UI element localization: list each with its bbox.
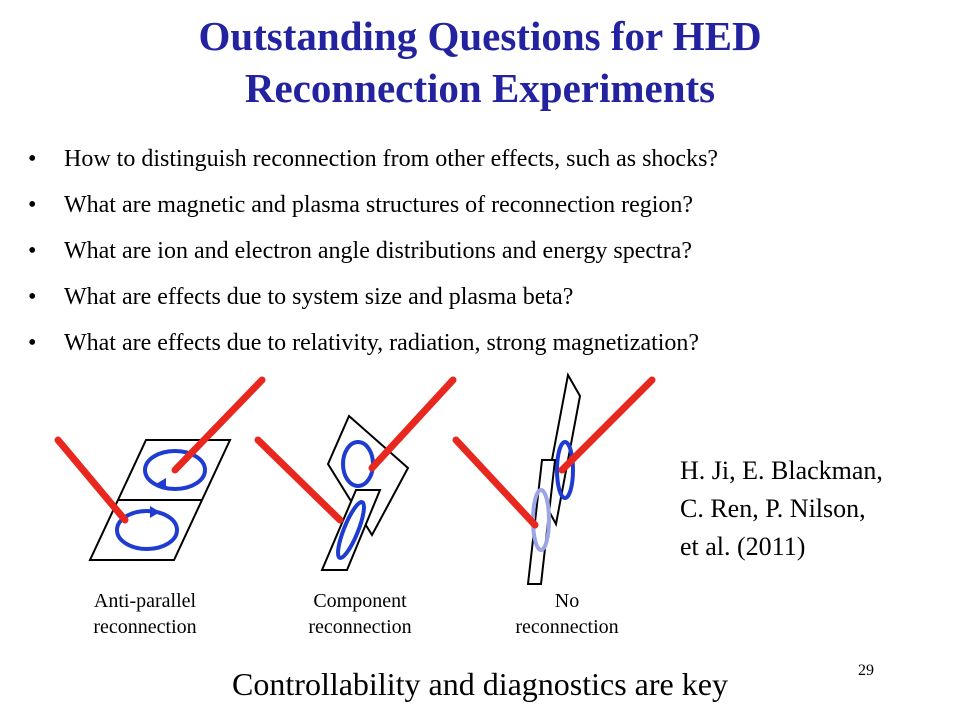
bullet-icon: • — [28, 284, 37, 310]
page-number: 29 — [858, 662, 874, 679]
question-item: • What are magnetic and plasma structures of reconnection region? — [28, 192, 694, 218]
anti-parallel-diagram — [58, 380, 262, 560]
reference-citation: H. Ji, E. Blackman, C. Ren, P. Nilson, et al. (2011) — [680, 456, 883, 561]
caption-anti-parallel: Anti-parallel reconnection — [93, 590, 197, 638]
bullet-icon: • — [28, 192, 37, 218]
question-list — [28, 145, 718, 375]
bullet-icon: • — [28, 146, 37, 172]
no-reconnection-diagram — [456, 375, 652, 584]
slide-title — [0, 10, 960, 114]
question-item: • What are effects due to relativity, radiation, strong magnetization? — [28, 330, 700, 356]
slide-title-line-2: Reconnection Experiments — [244, 65, 716, 111]
question-item: • What are ion and electron angle distributions and energy spectra? — [28, 238, 692, 264]
field-line-red — [372, 380, 453, 468]
field-line-red — [456, 440, 535, 525]
slide-title-line-1: Outstanding Questions for HED — [198, 13, 762, 59]
field-line-red — [58, 440, 125, 520]
component-diagram — [258, 380, 453, 570]
bullet-icon: • — [28, 238, 37, 264]
reconnection-geometry-figure — [0, 360, 680, 600]
question-item: • How to distinguish reconnection from other effects, such as shocks? — [28, 146, 719, 172]
question-item: • What are effects due to system size and plasma beta? — [28, 284, 574, 310]
slide-footer: Controllability and diagnostics are key — [232, 666, 728, 702]
bullet-icon: • — [28, 330, 37, 356]
caption-component: Component reconnection — [308, 590, 412, 638]
caption-no-reconnection: No reconnection — [515, 590, 619, 638]
field-line-red — [258, 440, 340, 520]
